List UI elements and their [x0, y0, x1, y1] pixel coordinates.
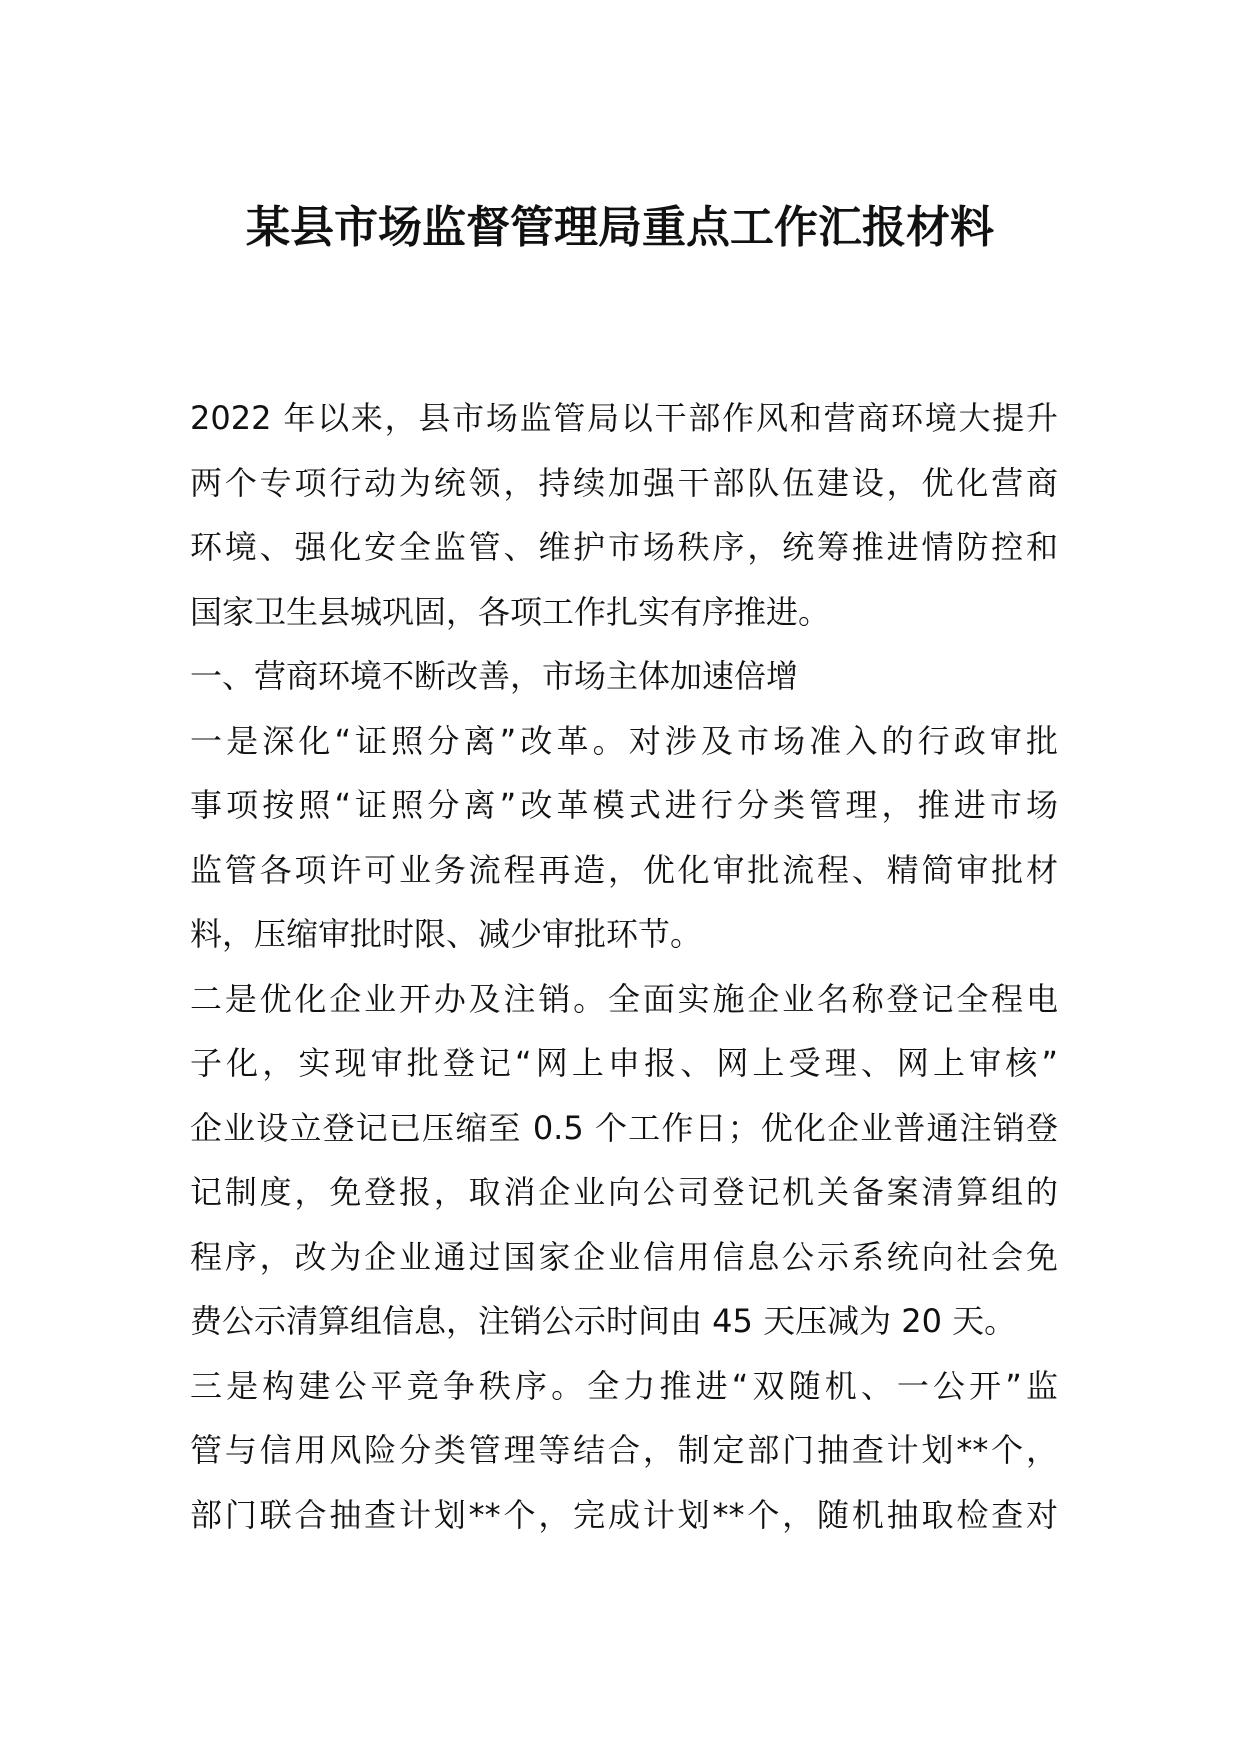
paragraph-line: 程序，改为企业通过国家企业信用信息公示系统向社会免	[190, 1237, 1058, 1276]
paragraph-line: 部门联合抽查计划**个，完成计划**个，随机抽取检查对	[190, 1495, 1058, 1534]
paragraph-line: 事项按照“证照分离”改革模式进行分类管理，推进市场	[190, 786, 1058, 824]
paragraph-line: 记制度，免登报，取消企业向公司登记机关备案清算组的	[190, 1173, 1058, 1211]
paragraph-line: 一是深化“证照分离”改革。对涉及市场准入的行政审批	[190, 721, 1058, 760]
paragraph-line: 两个专项行动为统领，持续加强干部队伍建设，优化营商	[190, 463, 1058, 502]
paragraph-line: 料，压缩审批时限、减少审批环节。	[190, 915, 703, 953]
paragraph-line: 管与信用风险分类管理等结合，制定部门抽查计划**个，	[190, 1431, 1058, 1469]
paragraph-line: 三是构建公平竞争秩序。全力推进“双随机、一公开”监	[190, 1366, 1058, 1405]
paragraph-line: 2022 年以来，县市场监管局以干部作风和营商环境大提升	[190, 399, 1058, 437]
paragraph-line: 二是优化企业开办及注销。全面实施企业名称登记全程电	[190, 979, 1058, 1018]
paragraph-line: 监管各项许可业务流程再造，优化审批流程、精简审批材	[190, 850, 1058, 889]
paragraph-line: 国家卫生县城巩固，各项工作扎实有序推进。	[190, 592, 831, 631]
document-title: 某县市场监督管理局重点工作汇报材料	[246, 202, 994, 253]
section-heading: 一、营商环境不断改善，市场主体加速倍增	[190, 657, 799, 695]
paragraph-line: 环境、强化安全监管、维护市场秩序，统筹推进情防控和	[190, 528, 1058, 566]
paragraph-line: 企业设立登记已压缩至 0.5 个工作日；优化企业普通注销登	[190, 1108, 1058, 1147]
paragraph-line: 费公示清算组信息，注销公示时间由 45 天压减为 20 天。	[190, 1302, 1017, 1340]
document-body	[190, 386, 1058, 1547]
paragraph-line: 子化，实现审批登记“网上申报、网上受理、网上审核”	[190, 1044, 1058, 1082]
